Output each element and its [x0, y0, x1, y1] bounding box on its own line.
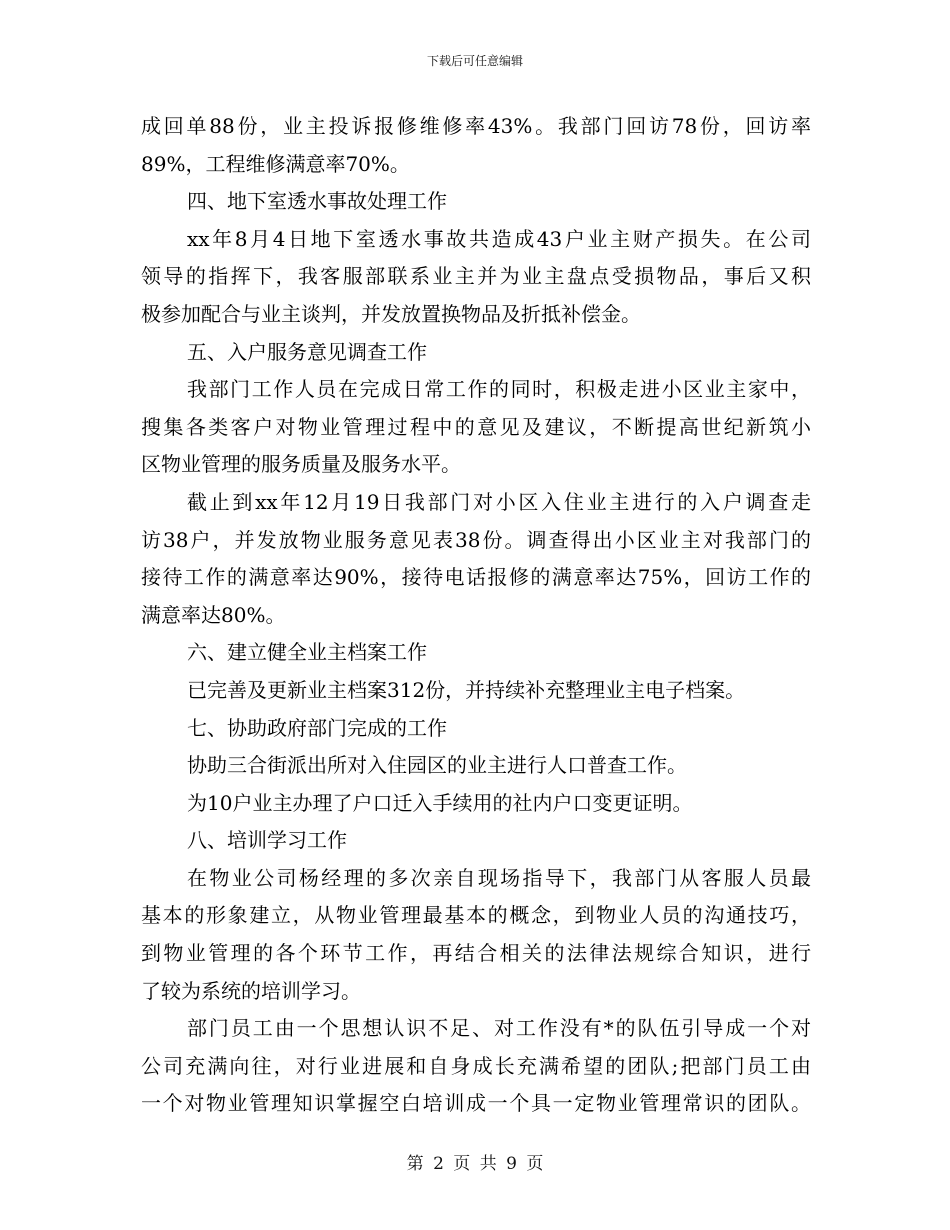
paragraph-line: 我部门工作人员在完成日常工作的同时，积极走进小区业主家中，	[187, 377, 811, 402]
paragraph-line: 在物业公司杨经理的多次亲自现场指导下，我部门从客服人员最	[187, 865, 811, 890]
document-body	[141, 108, 811, 1123]
paragraph-line: 公司充满向往，对行业进展和自身成长充满希望的团队;把部门员工由	[141, 1053, 811, 1078]
paragraph-line: 部门员工由一个思想认识不足、对工作没有*的队伍引导成一个对	[187, 1016, 811, 1041]
paragraph-line: 满意率达80%。	[141, 602, 286, 627]
page-number-footer: 第 2 页 共 9 页	[406, 1154, 544, 1174]
paragraph-line: 访38户，并发放物业服务意见表38份。调查得出小区业主对我部门的	[141, 527, 811, 552]
paragraph-line: 基本的形象建立，从物业管理最基本的概念，到物业人员的沟通技巧，	[141, 903, 811, 928]
page-header: 下载后可任意编辑	[426, 54, 523, 68]
paragraph-line: 一个对物业管理知识掌握空白培训成一个具一定物业管理常识的团队。	[141, 1091, 811, 1116]
paragraph-line: 已完善及更新业主档案312份，并持续补充整理业主电子档案。	[187, 677, 746, 702]
section-heading: 六、建立健全业主档案工作	[187, 640, 427, 665]
section-heading: 八、培训学习工作	[187, 828, 347, 853]
paragraph-line: 搜集各类客户对物业管理过程中的意见及建议，不断提高世纪新筑小	[141, 414, 811, 439]
paragraph-line: 协助三合街派出所对入住园区的业主进行人口普查工作。	[187, 753, 687, 778]
paragraph-line: 为10户业主办理了户口迁入手续用的社内户口变更证明。	[187, 790, 693, 815]
paragraph-line: xx年8月4日地下室透水事故共造成43户业主财产损失。在公司	[187, 226, 811, 251]
section-heading: 四、地下室透水事故处理工作	[187, 189, 447, 214]
paragraph-line: 区物业管理的服务质量及服务水平。	[141, 452, 461, 477]
paragraph-line: 极参加配合与业主谈判，并发放置换物品及折抵补偿金。	[141, 301, 641, 326]
paragraph-line: 89%，工程维修满意率70%。	[141, 151, 410, 176]
section-heading: 五、入户服务意见调查工作	[187, 339, 427, 364]
paragraph-line: 了较为系统的培训学习。	[141, 978, 361, 1003]
paragraph-line: 到物业管理的各个环节工作，再结合相关的法律法规综合知识，进行	[141, 941, 811, 966]
paragraph-line: 成回单88份，业主投诉报修维修率43%。我部门回访78份，回访率	[141, 114, 811, 138]
paragraph-line: 领导的指挥下，我客服部联系业主并为业主盘点受损物品，事后又积	[141, 264, 811, 289]
section-heading: 七、协助政府部门完成的工作	[187, 715, 447, 740]
paragraph-line: 接待工作的满意率达90%，接待电话报修的满意率达75%，回访工作的	[141, 565, 811, 590]
paragraph-line: 截止到xx年12月19日我部门对小区入住业主进行的入户调查走	[187, 489, 811, 514]
